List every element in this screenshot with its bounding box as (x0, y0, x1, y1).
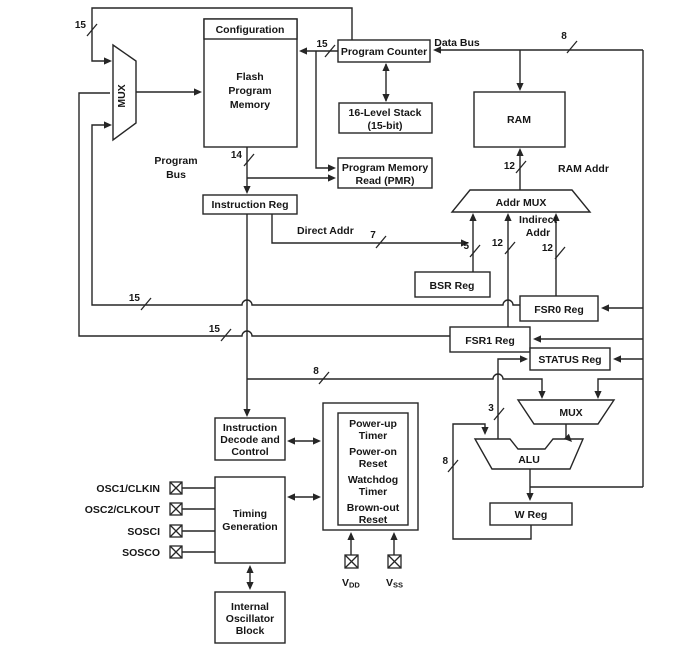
width-12-fsr1-tick (505, 242, 515, 254)
resets-inner-box-label-5: Timer (358, 486, 388, 498)
width-7-direct-label: 7 (370, 230, 376, 241)
w-reg-box-label-0: W Reg (514, 509, 548, 521)
arrowhead-17 (533, 335, 541, 342)
arrowhead-32 (347, 532, 354, 540)
pin-label-osc2: OSC2/CLKOUT (84, 504, 160, 516)
flash-program-memory-box-label-1: Program (228, 85, 272, 97)
width-5-bsr-tick (470, 245, 480, 257)
pin-label-osc1: OSC1/CLKIN (96, 483, 160, 495)
timing-generation-box-label-1: Generation (222, 521, 278, 533)
arrowhead-4 (328, 164, 336, 171)
width-3-flags-tick (494, 408, 504, 420)
stack-box-label-0: 16-Level Stack (348, 107, 422, 119)
internal-oscillator-box-label-1: Oscillator (225, 613, 275, 625)
arrowhead-31 (246, 582, 253, 590)
arrowhead-8 (382, 94, 389, 102)
ram-addr-label: RAM Addr (558, 163, 609, 175)
arrowhead-28 (287, 493, 295, 500)
resets-inner-box-label-2: Power-on (349, 446, 397, 458)
timing-generation-box-label-0: Timing (232, 508, 268, 520)
arrowhead-29 (313, 493, 321, 500)
width-15-fsr0-label: 15 (128, 293, 140, 304)
alu-label: ALU (518, 454, 540, 466)
resets-inner-box-label-1: Timer (358, 430, 388, 442)
instruction-reg-box-label-0: Instruction Reg (211, 199, 289, 211)
width-15-pc-flash-label: 15 (316, 39, 328, 50)
pmr-box-label-0: Program Memory (341, 162, 429, 174)
instruction-decode-box-label-2: Control (231, 446, 269, 458)
arrowhead-23 (481, 427, 488, 435)
indirect-addr-label-1: Indirect (519, 214, 557, 226)
program-counter-box-label-0: Program Counter (340, 46, 428, 58)
width-14-program-bus-label: 14 (230, 150, 242, 161)
fsr1-reg-box-label-0: FSR1 Reg (465, 335, 515, 347)
arrowhead-3 (299, 47, 307, 54)
arrowhead-21 (594, 391, 601, 399)
arrowhead-24 (243, 409, 250, 417)
arrowhead-11 (516, 148, 523, 156)
fsr0-reg-box-label-0: FSR0 Reg (534, 304, 584, 316)
pin-label-vss: VSS (386, 577, 404, 590)
wire-pc-to-pmr (316, 51, 333, 168)
width-8-data-bus-label: 8 (561, 31, 567, 42)
resets-inner-box-label-0: Power-up (349, 418, 397, 430)
timing-generation-box (215, 477, 285, 563)
arrowhead-27 (313, 437, 321, 444)
flash-program-memory-box-label-2: Memory (229, 99, 271, 111)
arrowhead-20 (538, 391, 545, 399)
program-bus-label-1: Program (154, 155, 198, 167)
flash-program-memory-box-label-0: Flash (236, 71, 264, 83)
width-3-flags-label: 3 (488, 403, 494, 414)
width-8-literal-tick (319, 372, 329, 384)
width-12-fsr1-label: 12 (491, 238, 503, 249)
arrowhead-10 (516, 83, 523, 91)
wire-alu-flags-to-status (498, 359, 525, 439)
arrowhead-16 (601, 304, 609, 311)
arrowhead-30 (246, 565, 253, 573)
resets-inner-box-label-3: Reset (358, 458, 388, 470)
arrowhead-25 (526, 493, 533, 501)
ram-box-label-0: RAM (507, 114, 531, 126)
indirect-addr-label-2: Addr (525, 227, 551, 239)
program-address-mux-label: MUX (116, 84, 128, 108)
width-12-fsr0-label: 12 (541, 243, 553, 254)
pin-label-sosci: SOSCI (127, 526, 160, 538)
arrowhead-26 (287, 437, 295, 444)
width-15-pc-mux-label: 15 (74, 20, 86, 31)
width-15-fsr1-tick (221, 329, 231, 341)
pin-label-sosco: SOSCO (122, 547, 160, 559)
wire-bus-to-alumux (598, 379, 643, 397)
width-12-ram-addr-tick (516, 161, 526, 173)
arrowhead-7 (382, 63, 389, 71)
arrowhead-2 (194, 88, 202, 95)
width-5-bsr-label: 5 (463, 241, 469, 252)
direct-addr-label: Direct Addr (297, 225, 354, 237)
instruction-decode-box-label-0: Instruction (222, 422, 278, 434)
program-bus-label-2: Bus (166, 169, 186, 181)
width-15-fsr0-tick (141, 298, 151, 310)
arrowhead-5 (328, 174, 336, 181)
width-12-ram-addr-label: 12 (503, 161, 515, 172)
pmr-box-label-1: Read (PMR) (355, 175, 415, 187)
addr-mux-label: Addr MUX (495, 197, 547, 209)
arrowhead-14 (504, 213, 511, 221)
bsr-reg-box-label-0: BSR Reg (429, 280, 475, 292)
arrowhead-19 (520, 355, 528, 362)
width-8-wreg-label: 8 (442, 456, 448, 467)
instruction-decode-box-label-1: Decode and (220, 434, 280, 446)
width-8-literal-label: 8 (313, 366, 319, 377)
alu-input-mux-label: MUX (559, 407, 583, 419)
width-14-program-bus-tick (244, 154, 254, 166)
configuration-box-label-0: Configuration (215, 24, 285, 36)
arrowhead-18 (613, 355, 621, 362)
arrowhead-12 (469, 213, 476, 221)
status-reg-box-label-0: STATUS Reg (538, 354, 602, 366)
arrowhead-6 (243, 186, 250, 194)
pin-label-vdd: VDD (342, 577, 360, 590)
internal-oscillator-box-label-2: Block (235, 625, 265, 637)
width-7-direct-tick (376, 236, 386, 248)
data-bus-label: Data Bus (434, 37, 480, 49)
resets-inner-box-label-4: Watchdog (347, 474, 399, 486)
width-8-data-bus-tick (567, 41, 577, 53)
stack-box-label-1: (15-bit) (367, 120, 403, 132)
arrowhead-0 (104, 57, 112, 64)
arrowhead-33 (390, 532, 397, 540)
width-15-fsr1-label: 15 (208, 324, 220, 335)
resets-inner-box-label-7: Reset (358, 514, 388, 526)
resets-inner-box-label-6: Brown-out (346, 502, 400, 514)
arrowhead-1 (104, 121, 112, 128)
internal-oscillator-box-label-0: Internal (231, 601, 269, 613)
